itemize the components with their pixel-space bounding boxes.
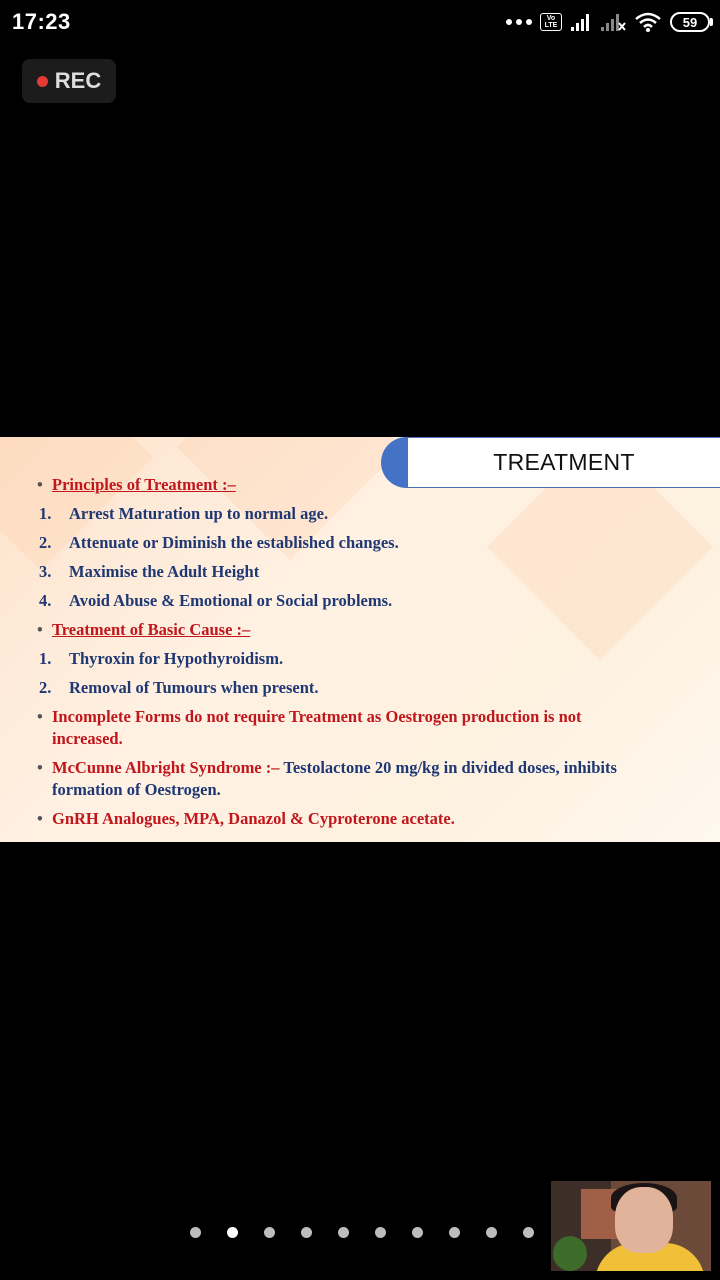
presentation-slide — [0, 437, 720, 842]
bullet-marker: • — [37, 809, 43, 828]
signal-no-service-icon — [600, 13, 626, 31]
slide-title-box — [381, 437, 720, 488]
volte-top-label: Vo — [546, 15, 556, 22]
record-dot-icon — [37, 76, 48, 87]
participant-face — [615, 1187, 673, 1253]
slide-text: Treatment of Basic Cause :– — [52, 620, 251, 639]
status-time: 17:23 — [12, 9, 71, 34]
page-dot[interactable] — [486, 1227, 497, 1238]
list-number: 2. — [39, 533, 52, 552]
slide-text: Maximise the Adult Height — [69, 562, 260, 581]
slide-text: increased. — [52, 729, 123, 748]
bullet-marker: • — [37, 758, 43, 777]
wifi-icon — [634, 12, 662, 32]
page-dot[interactable] — [338, 1227, 349, 1238]
slide-text: Removal of Tumours when present. — [69, 678, 319, 697]
page-dot[interactable] — [449, 1227, 460, 1238]
list-number: 1. — [39, 504, 52, 523]
page-indicator — [190, 1227, 534, 1238]
slide-text: GnRH Analogues, MPA, Danazol & Cyproterone acetate. — [52, 809, 455, 828]
slide-text: Testolactone 20 mg/kg in divided doses, inhibits — [283, 758, 617, 777]
volte-icon — [540, 13, 562, 31]
status-icons — [506, 10, 710, 34]
page-dot[interactable] — [190, 1227, 201, 1238]
recording-indicator[interactable] — [22, 59, 116, 103]
more-dots-icon — [506, 19, 532, 25]
slide-text: Arrest Maturation up to normal age. — [69, 504, 329, 523]
page-dot[interactable] — [264, 1227, 275, 1238]
signal-icon — [570, 13, 592, 31]
slide-title: TREATMENT — [493, 449, 635, 475]
page-dot[interactable] — [523, 1227, 534, 1238]
list-number: 4. — [39, 591, 52, 610]
slide-text: formation of Oestrogen. — [52, 780, 221, 799]
slide-text: McCunne Albright Syndrome :– — [52, 758, 284, 777]
bullet-marker: • — [37, 620, 43, 639]
page-dot[interactable] — [301, 1227, 312, 1238]
page-dot[interactable] — [412, 1227, 423, 1238]
list-number: 2. — [39, 678, 52, 697]
list-number: 3. — [39, 562, 52, 581]
page-dot[interactable] — [375, 1227, 386, 1238]
bullet-marker: • — [37, 475, 43, 494]
slide-text: Attenuate or Diminish the established changes. — [69, 533, 399, 552]
slide-text: Avoid Abuse & Emotional or Social problems. — [69, 591, 393, 610]
battery-level: 59 — [682, 14, 698, 30]
slide-text: Principles of Treatment :– — [52, 475, 236, 494]
bullet-marker: • — [37, 707, 43, 726]
battery-icon — [670, 12, 710, 32]
participant-video-thumbnail[interactable] — [551, 1181, 711, 1271]
page-dot[interactable] — [227, 1227, 238, 1238]
slide-text: Thyroxin for Hypothyroidism. — [69, 649, 284, 668]
list-number: 1. — [39, 649, 52, 668]
recording-label: REC — [54, 68, 102, 93]
status-bar — [0, 0, 720, 44]
slide-text: Incomplete Forms do not require Treatment as Oestrogen production is not — [52, 707, 582, 726]
volte-bottom-label: LTE — [544, 22, 558, 29]
